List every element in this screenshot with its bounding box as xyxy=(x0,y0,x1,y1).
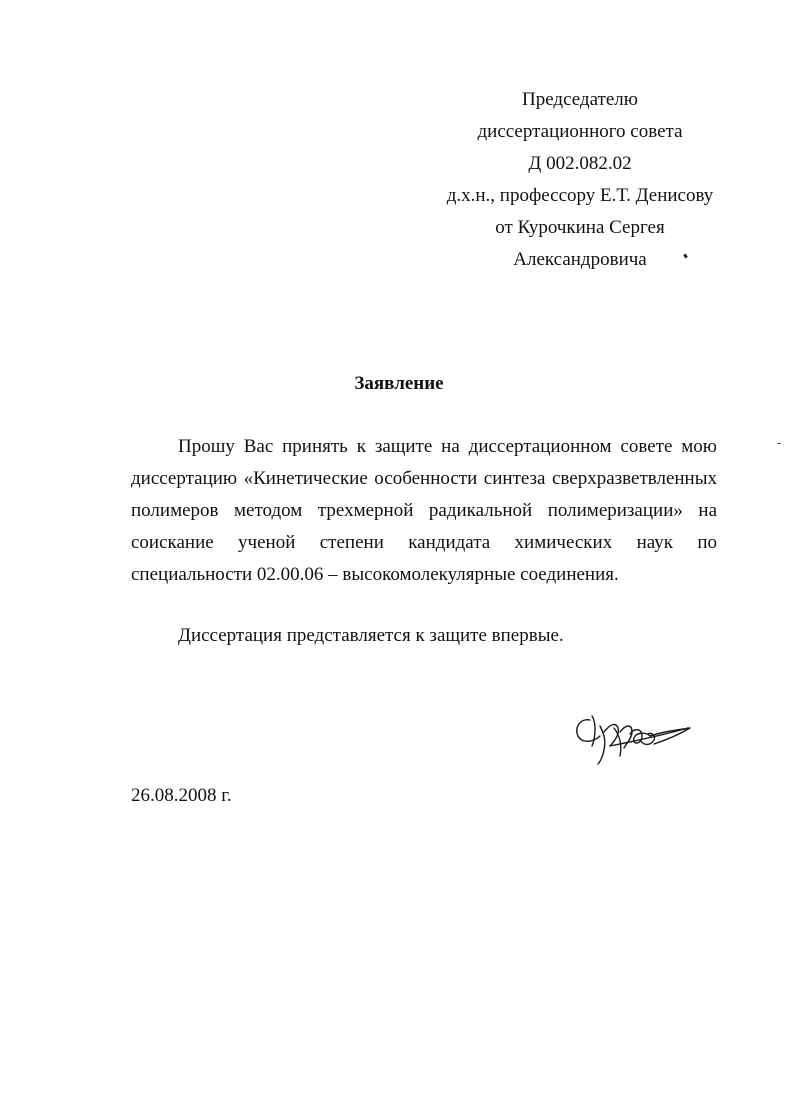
scan-speck xyxy=(777,443,781,444)
addressee-line: Д 002.082.02 xyxy=(528,153,632,174)
addressee-line: Александровича xyxy=(513,249,647,270)
addressee-block xyxy=(420,84,740,276)
document-date: 26.08.2008 г. xyxy=(131,785,232,806)
document-title: Заявление xyxy=(354,373,444,394)
signature xyxy=(570,706,694,766)
addressee-line: д.х.н., профессору Е.Т. Денисову xyxy=(446,185,714,206)
addressee-line: Председателю xyxy=(522,89,638,110)
addressee-line: диссертационного совета xyxy=(477,121,683,142)
body-paragraph-second: Диссертация представляется к защите впервые. xyxy=(178,625,564,646)
addressee-line: от Курочкина Сергея xyxy=(495,217,665,238)
body-paragraph: Прошу Вас принять к защите на диссертационном совете мою диссертацию «Кинетические особенности синтеза сверхразветвленных полимеров методом трехмерной радикальной полимеризации» на соискание ученой степени кандидата химических наук по специальности 02.00.06 – высокомолекулярные соединения. xyxy=(131,436,717,585)
